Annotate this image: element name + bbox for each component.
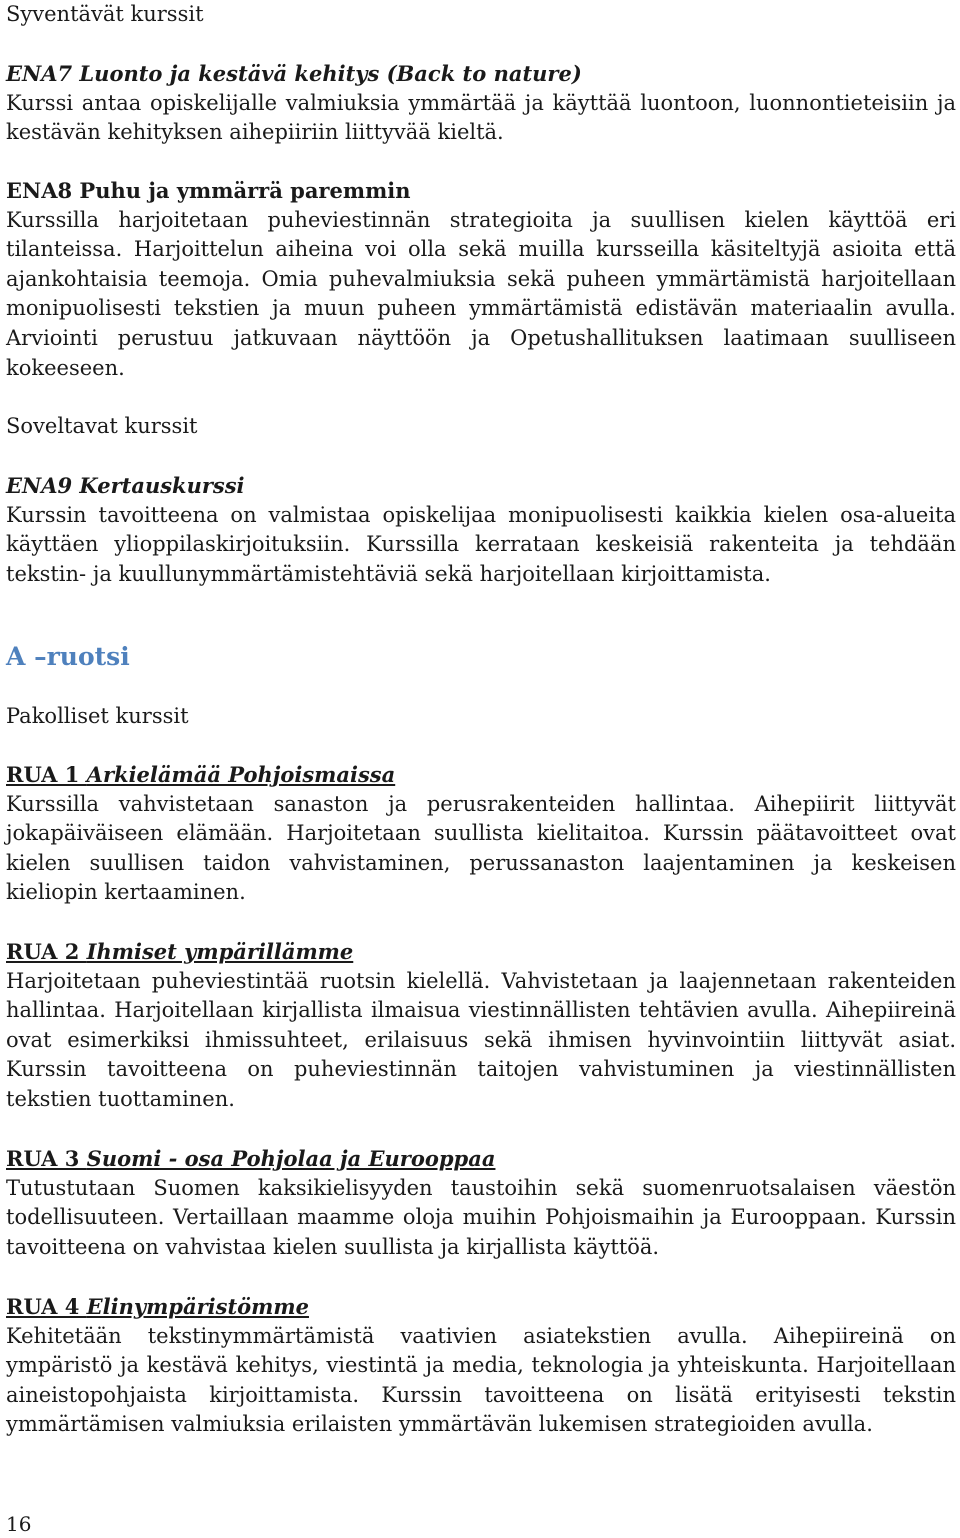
- course-title-rua3: [6, 1144, 956, 1174]
- course-title-rua1: [6, 760, 956, 790]
- course-text-line: Kurssilla harjoitetaan puheviestinnän strategioita ja suullisen kielen käyttöä eri: [6, 207, 956, 232]
- course-text-line: kokeeseen.: [6, 355, 125, 380]
- course-text-line: kielen suullisen taidon vahvistaminen, perussanaston laajentaminen ja keskeisen: [6, 850, 956, 875]
- course-text-line: aineistopohjaista kirjoittamista. Kurssin tavoitteena on lisätä erityisesti tekstin: [6, 1382, 956, 1407]
- course-text-line: käyttäen ylioppilaskirjoituksiin. Kurssilla kerrataan keskeisiä rakenteita ja tehdään: [6, 532, 956, 557]
- course-text-line: monipuolisesti tekstien ja muun puheen ymmärtämistä edistävän materiaalin avulla.: [6, 296, 956, 321]
- course-text-line: Kehitetään tekstinymmärtämistä vaativien asiatekstien avulla. Aihepiireinä on: [6, 1323, 956, 1348]
- course-text-line: tekstien tuottaminen.: [6, 1086, 235, 1111]
- course-text-line: tekstin- ja kuullunymmärtämistehtäviä sekä harjoitellaan kirjoittamista.: [6, 561, 771, 586]
- course-title-ena7: ENA7 Luonto ja kestävä kehitys (Back to nature): [6, 61, 582, 86]
- course-text-line: Kurssin tavoitteena on valmistaa opiskelijaa monipuolisesti kaikkia kielen osa-alueita: [6, 502, 956, 527]
- course-text-line: ympäristö ja kestävä kehitys, viestintä ja media, teknologia ja yhteiskunta. Harjoitellaan: [6, 1353, 956, 1378]
- course-rua4: [6, 1292, 956, 1440]
- course-code: RUA 1: [6, 762, 87, 787]
- course-rua2: [6, 937, 956, 1115]
- course-code: RUA 4: [6, 1294, 87, 1319]
- course-title-rua4: [6, 1292, 956, 1322]
- course-text-line: kieliopin kertaaminen.: [6, 880, 246, 905]
- course-title-rua2: [6, 937, 956, 967]
- course-ena8: [6, 176, 956, 383]
- course-code: RUA 2: [6, 939, 87, 964]
- course-ena9: [6, 471, 956, 589]
- course-text-line: Kurssin tavoitteena on puheviestinnän taitojen vahvistuminen ja viestinnällisten: [6, 1057, 956, 1082]
- section-heading-soveltavat: Soveltavat kurssit: [6, 414, 198, 438]
- course-text-line: Arviointi perustuu jatkuvaan näyttöön ja Opetushallituksen laatimaan suulliseen: [6, 325, 956, 350]
- course-code: RUA 3: [6, 1146, 87, 1171]
- course-name: Arkielämää Pohjoismaissa: [86, 762, 396, 787]
- course-text-line: Kurssilla vahvistetaan sanaston ja perusrakenteiden hallintaa. Aihepiirit liittyvät: [6, 791, 956, 816]
- course-rua3: [6, 1144, 956, 1262]
- course-title-ena9: ENA9 Kertauskurssi: [6, 473, 245, 498]
- course-text-line: ymmärtämisen valmiuksia erilaisten ymmärtävän lukemisen strategioiden avulla.: [6, 1412, 873, 1437]
- course-text-line: tilanteissa. Harjoittelun aiheina voi olla sekä muilla kursseilla käsiteltyjä asioita että: [6, 237, 956, 262]
- course-name: Ihmiset ympärillämme: [86, 939, 354, 964]
- course-title-ena8: [6, 176, 956, 206]
- course-text-line: Tutustutaan Suomen kaksikielisyyden taustoihin sekä suomenruotsalaisen väestön: [6, 1175, 956, 1200]
- course-text-line: ovat esimerkiksi ihmissuhteet, erilaisuus sekä ihmisen hyvinvointiin liittyvät asiat.: [6, 1027, 956, 1052]
- section-heading-pakolliset: Pakolliset kurssit: [6, 704, 189, 728]
- course-ena7: [6, 59, 956, 148]
- subject-heading-a-ruotsi: A –ruotsi: [6, 642, 130, 671]
- course-text-line: jokapäiväiseen elämään. Harjoitetaan suullista kielitaitoa. Kurssin päätavoitteet ovat: [6, 821, 956, 846]
- course-rua1: [6, 760, 956, 908]
- course-code: ENA8: [6, 178, 80, 203]
- course-text-line: kestävän kehityksen aihepiiriin liittyvää kieltä.: [6, 120, 504, 145]
- course-name: Puhu ja ymmärrä paremmin: [79, 178, 411, 203]
- page-number: 16: [6, 1512, 32, 1536]
- course-text-line: todellisuuteen. Vertaillaan maamme oloja muihin Pohjoismaihin ja Eurooppaan. Kurssin: [6, 1205, 956, 1230]
- course-text-line: Kurssi antaa opiskelijalle valmiuksia ymmärtää ja käyttää luontoon, luonnontieteisiin ja: [6, 90, 956, 115]
- course-name: Suomi - osa Pohjolaa ja Eurooppaa: [86, 1146, 496, 1171]
- course-text-line: ajankohtaisia teemoja. Omia puhevalmiuksia sekä puheen ymmärtämistä harjoitellaan: [6, 266, 956, 291]
- section-heading-syventavat: Syventävät kurssit: [6, 2, 204, 26]
- course-text-line: tavoitteena on vahvistaa kielen suullista ja kirjallista käyttöä.: [6, 1234, 660, 1259]
- course-text-line: hallintaa. Harjoitellaan kirjallista ilmaisua viestinnällisten tehtävien avulla. Aihepiireinä: [6, 998, 956, 1023]
- course-text-line: Harjoitetaan puheviestintää ruotsin kielellä. Vahvistetaan ja laajennetaan rakenteiden: [6, 968, 956, 993]
- course-name: Elinympäristömme: [86, 1294, 309, 1319]
